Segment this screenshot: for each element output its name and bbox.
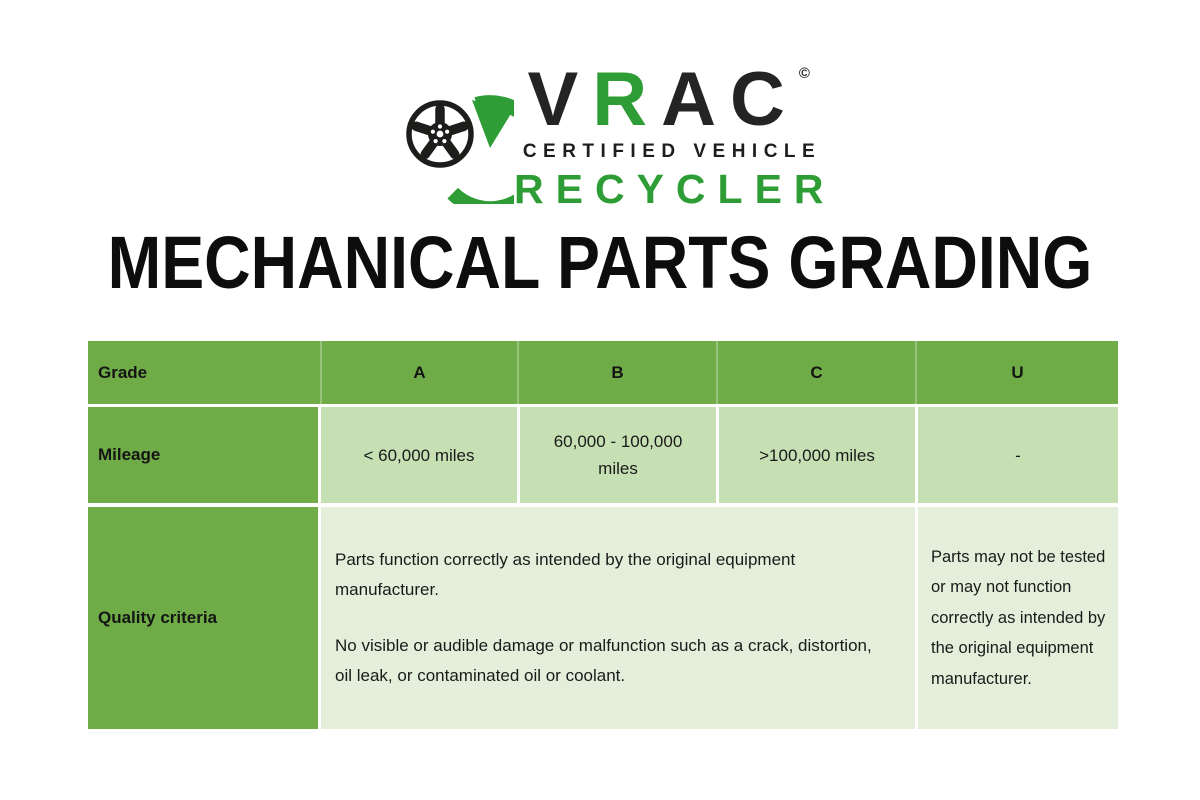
quality-cell-u: Parts may not be tested or may not function correctly as intended by the original equipment manufacturer.	[918, 507, 1118, 729]
brand-letter-v: V	[527, 57, 579, 142]
table-header-row	[88, 341, 1118, 404]
quality-abc-paragraph-1: Parts function correctly as intended by the original equipment manufacturer.	[335, 550, 796, 599]
mileage-cell-u: -	[918, 407, 1118, 503]
header-cell-grade: Grade	[98, 362, 148, 382]
quality-cell-abc	[321, 507, 915, 729]
mileage-row	[88, 407, 1118, 503]
header-cell-c: C	[716, 341, 915, 404]
recycle-wheel-icon	[376, 64, 514, 204]
brand-letter-c: C	[730, 57, 785, 142]
brand-name	[527, 57, 810, 142]
brand-letter-r: R	[592, 57, 648, 142]
mileage-row-label: Mileage	[88, 407, 318, 503]
mileage-cell-a: < 60,000 miles	[321, 407, 517, 503]
logo-subtitle-recycler: RECYCLER	[514, 165, 836, 212]
quality-abc-paragraph-2: No visible or audible damage or malfunction such as a crack, distortion, oil leak, or contaminated oil or coolant.	[335, 636, 872, 685]
quality-row-label: Quality criteria	[88, 507, 318, 729]
vrac-logo	[376, 57, 836, 213]
grading-table	[88, 341, 1118, 729]
header-cell-u: U	[915, 341, 1118, 404]
mileage-cell-b: 60,000 - 100,000 miles	[520, 407, 716, 503]
page-title: MECHANICAL PARTS GRADING	[107, 221, 1093, 304]
mileage-cell-c: >100,000 miles	[719, 407, 915, 503]
brand-letter-a: A	[661, 57, 717, 142]
header-cell-b: B	[517, 341, 716, 404]
header-cell-a: A	[320, 341, 517, 404]
quality-criteria-row	[88, 507, 1118, 729]
logo-text-block	[514, 57, 836, 213]
logo-subtitle-certified-vehicle: CERTIFIED VEHICLE	[522, 140, 822, 162]
copyright-mark: ©	[798, 65, 810, 82]
